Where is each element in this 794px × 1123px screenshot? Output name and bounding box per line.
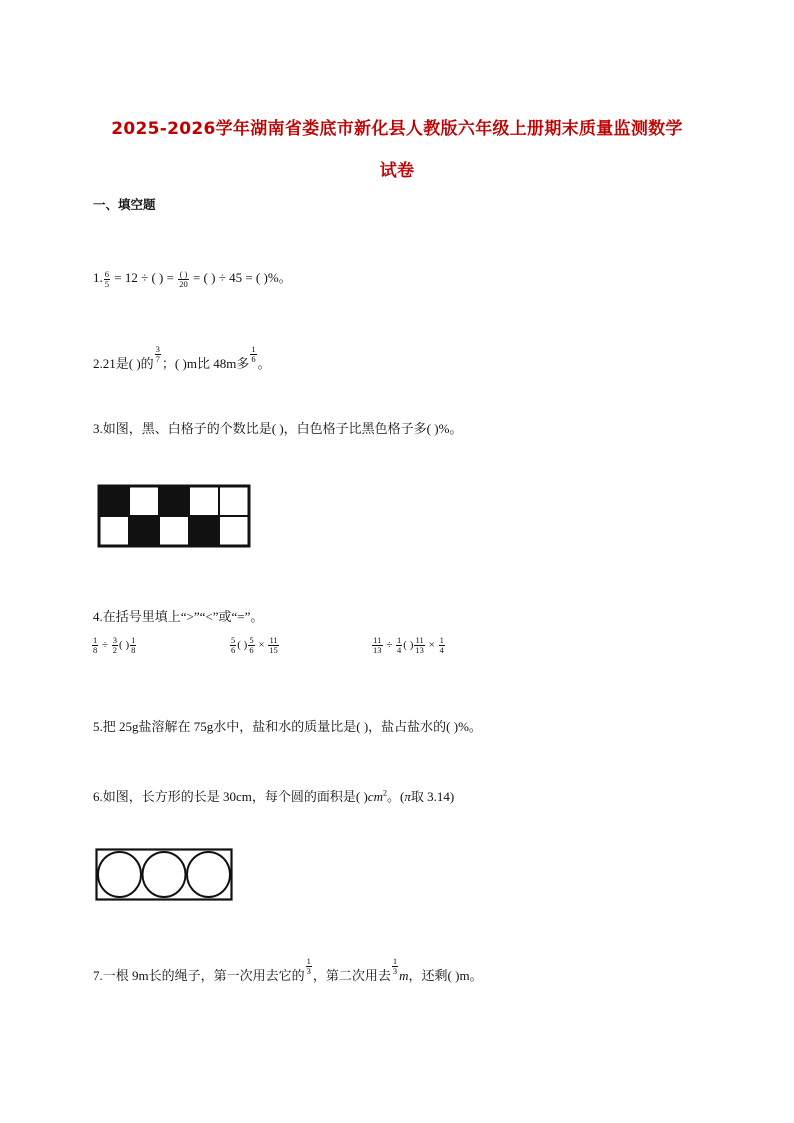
q1-frac2-denominator: 20 [179, 278, 188, 289]
grid-cell-black [99, 486, 129, 516]
q2-frac2-numerator: 1 [251, 344, 256, 354]
q7-frac2-numerator: 1 [392, 956, 398, 966]
c2-a-numerator: 5 [231, 635, 236, 645]
q6-text-1: 6.如图，长方形的长是 30cm，每个圆的面积是( ) [93, 789, 368, 804]
q2-frac2-denominator: 6 [251, 354, 256, 364]
q7-text-3: ，还剩( )m。 [408, 968, 483, 983]
c1-a-numerator: 1 [93, 635, 98, 645]
q2-text-1: 2.21是( )的 [93, 356, 154, 371]
c3-operator-2: × [428, 639, 435, 652]
c1-frac-b [112, 636, 118, 655]
c2-b-denominator: 6 [249, 645, 254, 655]
grid-cell-white [159, 516, 189, 546]
c2-r-numerator: 11 [269, 635, 278, 645]
c3-a-numerator: 11 [373, 635, 382, 645]
c2-operator: × [258, 639, 265, 652]
c2-frac-b [248, 636, 254, 655]
q1-fraction-2 [178, 270, 189, 289]
c3-s-denominator: 4 [439, 645, 444, 655]
c3-a-denominator: 13 [373, 645, 382, 655]
grid-cell-white [219, 486, 249, 516]
section-heading-fill-in: 一、填空题 [93, 197, 156, 212]
c2-b-numerator: 5 [249, 635, 254, 645]
c3-operator: ÷ [386, 639, 393, 652]
c3-b-numerator: 1 [397, 635, 402, 645]
c2-frac-r [268, 636, 279, 655]
question-5: 5.把 25g盐溶解在 75g水中，盐和水的质量比是( )，盐占盐水的( )%。 [93, 719, 482, 734]
circle-3 [187, 852, 230, 897]
question-6 [93, 786, 454, 805]
page-title: 2025-2026学年湖南省娄底市新化县人教版六年级上册期末质量监测数学 [111, 119, 683, 139]
q6-text-2: 。( [386, 789, 405, 804]
c3-answer-blank[interactable]: ( ) [403, 639, 414, 652]
compare-item-1 [91, 636, 137, 655]
c3-r-numerator: 11 [415, 635, 424, 645]
grid-cell-black [129, 516, 159, 546]
grid-cell-black [159, 486, 189, 516]
q2-frac1-denominator: 7 [155, 354, 160, 364]
c3-b-denominator: 4 [397, 645, 402, 655]
page-title-continued: 试卷 [379, 161, 415, 181]
circles-in-rectangle-figure [95, 848, 235, 909]
q2-text-2: ；( )m比 48m多 [161, 356, 250, 371]
c1-frac-a [92, 636, 98, 655]
c3-s-numerator: 1 [439, 635, 444, 645]
question-7 [93, 957, 483, 984]
c1-a-denominator: 8 [93, 645, 98, 655]
q6-superscript: 2 [382, 788, 387, 798]
q1-text-1: = 12 ÷ ( ) = [114, 270, 174, 285]
q1-frac2-numerator: ( ) [179, 268, 188, 279]
circle-1 [98, 852, 141, 897]
c1-r-denominator: 8 [131, 645, 136, 655]
q1-text-2: = ( ) ÷ 45 = ( )%。 [192, 270, 292, 285]
q7-frac2-denominator: 3 [392, 966, 398, 976]
compare-item-2 [229, 636, 280, 655]
c1-b-numerator: 3 [112, 635, 118, 645]
question-1 [93, 267, 292, 289]
q1-fraction-1 [104, 270, 110, 289]
checker-grid-figure [97, 484, 253, 555]
question-4: 4.在括号里填上“>”“<”或“=”。 [93, 609, 264, 624]
q6-unit: cm [367, 789, 383, 804]
q7-frac1-denominator: 3 [306, 966, 311, 976]
rectangle-outline [97, 850, 232, 900]
q6-text-3: 取 3.14) [410, 789, 455, 804]
c1-b-denominator: 2 [112, 645, 118, 655]
question-2 [93, 345, 271, 372]
q6-pi: π [404, 789, 411, 804]
q7-fraction-1 [306, 957, 312, 976]
compare-item-3 [371, 636, 446, 655]
grid-cell-white [219, 516, 249, 546]
q1-frac1-numerator: 6 [104, 268, 109, 279]
c3-frac-r [414, 636, 425, 655]
q1-frac1-denominator: 5 [104, 278, 109, 289]
grid-cell-white [99, 516, 129, 546]
c2-a-denominator: 6 [231, 645, 236, 655]
c1-answer-blank[interactable]: ( ) [119, 639, 130, 652]
q7-text-2: ，第二次用去 [312, 968, 391, 983]
q2-text-3: 。 [257, 356, 271, 371]
c1-frac-r [130, 636, 136, 655]
q2-fraction-1 [155, 345, 161, 364]
c1-r-numerator: 1 [131, 635, 136, 645]
c2-frac-a [230, 636, 236, 655]
q7-fraction-2 [392, 957, 398, 976]
c3-frac-a [372, 636, 383, 655]
c1-operator: ÷ [102, 639, 109, 652]
q7-frac1-numerator: 1 [306, 956, 311, 966]
checker-grid [97, 484, 253, 550]
grid-cell-white [129, 486, 159, 516]
c3-frac-b [396, 636, 402, 655]
q2-fraction-2 [250, 345, 256, 364]
grid-cell-black [189, 516, 219, 546]
q7-unit: m [399, 968, 409, 983]
grid-cell-white [189, 486, 219, 516]
c3-r-denominator: 13 [415, 645, 424, 655]
q2-frac1-numerator: 3 [155, 344, 160, 354]
c2-r-denominator: 15 [269, 645, 278, 655]
c3-frac-s [439, 636, 445, 655]
q1-number: 1. [93, 270, 103, 285]
circle-2 [143, 852, 186, 897]
q7-text-1: 7.一根 9m长的绳子，第一次用去它的 [93, 968, 305, 983]
circles-rectangle-diagram [95, 848, 235, 904]
question-3: 3.如图，黑、白格子的个数比是( )，白色格子比黑色格子多( )%。 [93, 421, 463, 436]
c2-answer-blank[interactable]: ( ) [237, 639, 248, 652]
